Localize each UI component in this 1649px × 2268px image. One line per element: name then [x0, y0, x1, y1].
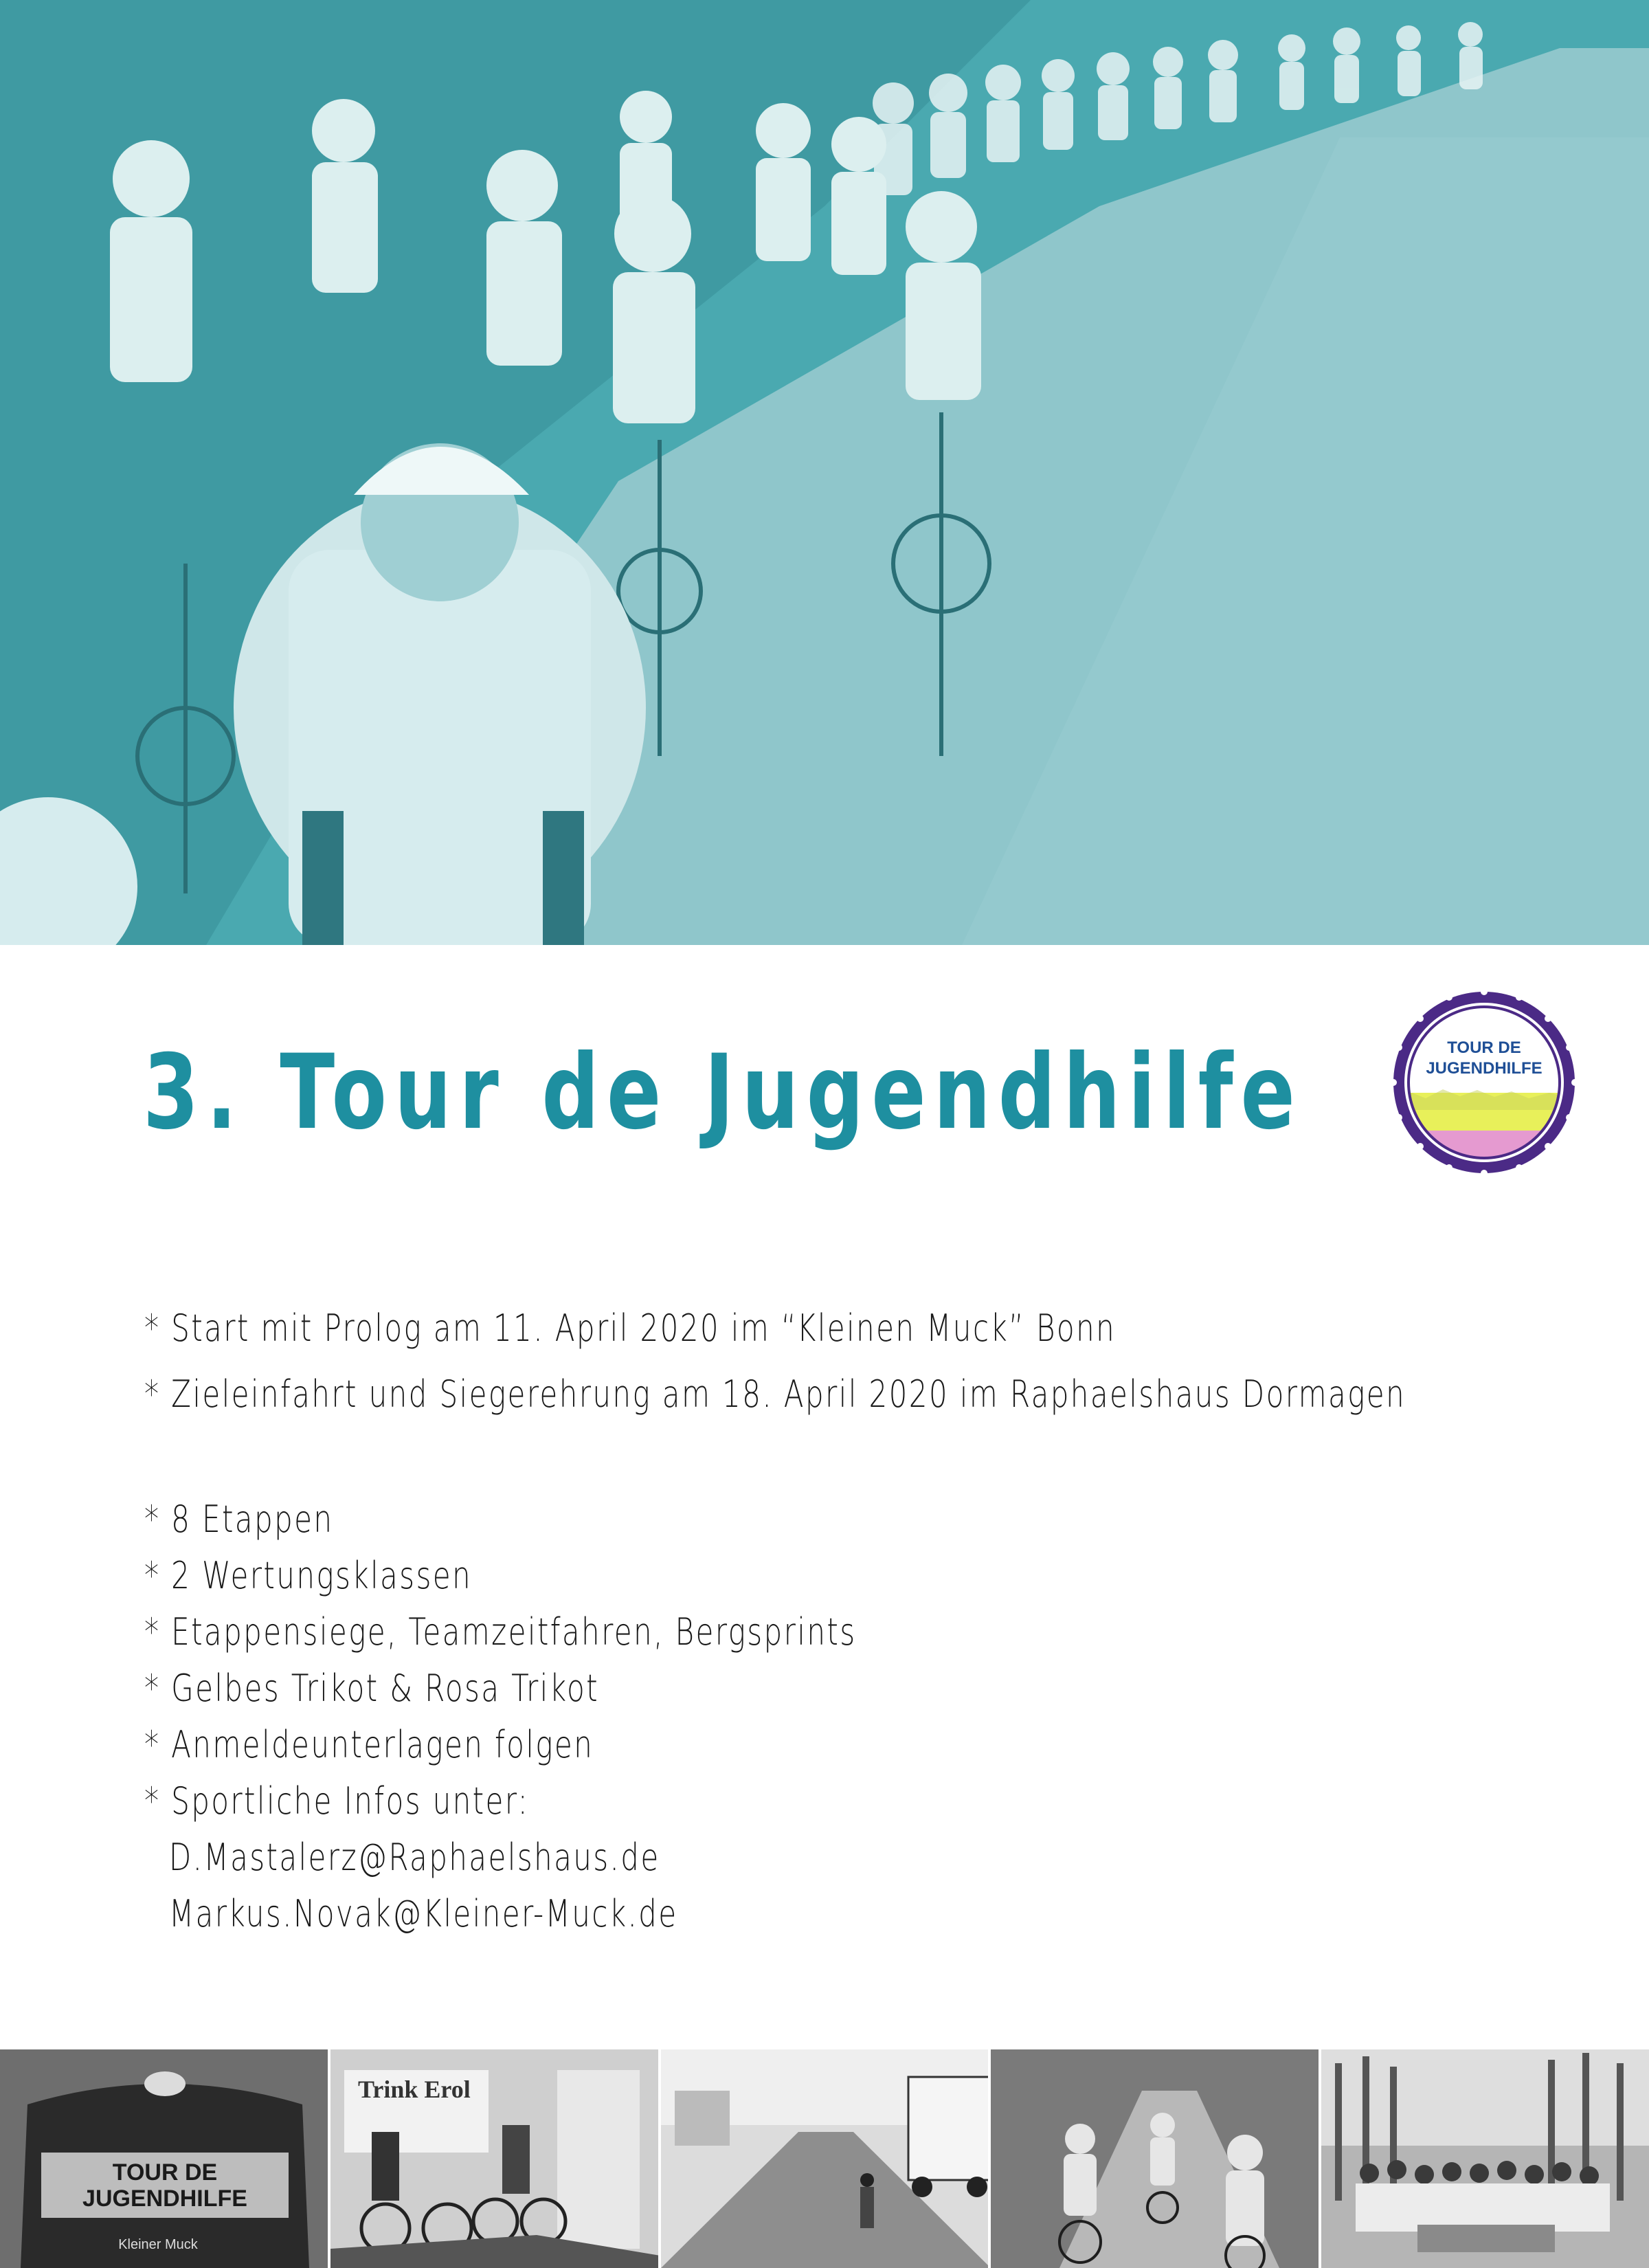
group-photo-icon — [1321, 2049, 1649, 2268]
logo-badge-icon — [1391, 990, 1577, 1175]
street-photo-icon — [661, 2049, 991, 2268]
page-title: 3. Tour de Jugendhilfe — [143, 1033, 1303, 1153]
photo-jersey — [0, 2049, 330, 2268]
road-photo-icon — [991, 2049, 1321, 2268]
jersey-text: Kleiner Muck — [118, 2237, 198, 2252]
contact-email[interactable]: D.Mastalerz@Raphaelshaus.de — [168, 1836, 660, 1879]
jersey-photo-icon — [0, 2049, 330, 2268]
jersey-text: TOUR DE — [112, 2159, 218, 2186]
feature-list — [144, 1491, 856, 1942]
hero-photo — [0, 0, 1649, 945]
photo-group — [1321, 2049, 1649, 2268]
list-item: * Sportliche Infos unter: — [144, 1779, 530, 1823]
list-item: * Etappensiege, Teamzeitfahren, Bergsprints — [144, 1610, 857, 1654]
logo-line1: TOUR DE — [1447, 1038, 1521, 1057]
list-item: * Gelbes Trikot & Rosa Trikot — [144, 1667, 599, 1710]
tour-logo — [1391, 990, 1577, 1175]
banner-text: Trink Erol — [357, 2076, 471, 2103]
list-item: * 8 Etappen — [144, 1498, 334, 1541]
photo-indoor-bikes — [330, 2049, 661, 2268]
logo-line2: JUGENDHILFE — [1426, 1059, 1543, 1078]
list-item: * 2 Wertungsklassen — [144, 1554, 473, 1597]
photo-cyclists-road — [991, 2049, 1321, 2268]
photo-street — [661, 2049, 991, 2268]
indoor-photo-icon — [330, 2049, 660, 2268]
photo-strip — [0, 2049, 1649, 2268]
list-item: * Start mit Prolog am 11. April 2020 im “Kleinen Muck” Bonn — [144, 1307, 1117, 1350]
list-item: * Zieleinfahrt und Siegerehrung am 18. April 2020 im Raphaelshaus Dormagen — [144, 1372, 1406, 1416]
contact-email[interactable]: Markus.Novak@Kleiner-Muck.de — [168, 1892, 678, 1935]
list-item: * Anmeldeunterlagen folgen — [144, 1723, 594, 1766]
jersey-text: JUGENDHILFE — [82, 2186, 247, 2212]
cyclists-photo — [0, 0, 1649, 945]
date-list — [144, 1296, 1406, 1427]
